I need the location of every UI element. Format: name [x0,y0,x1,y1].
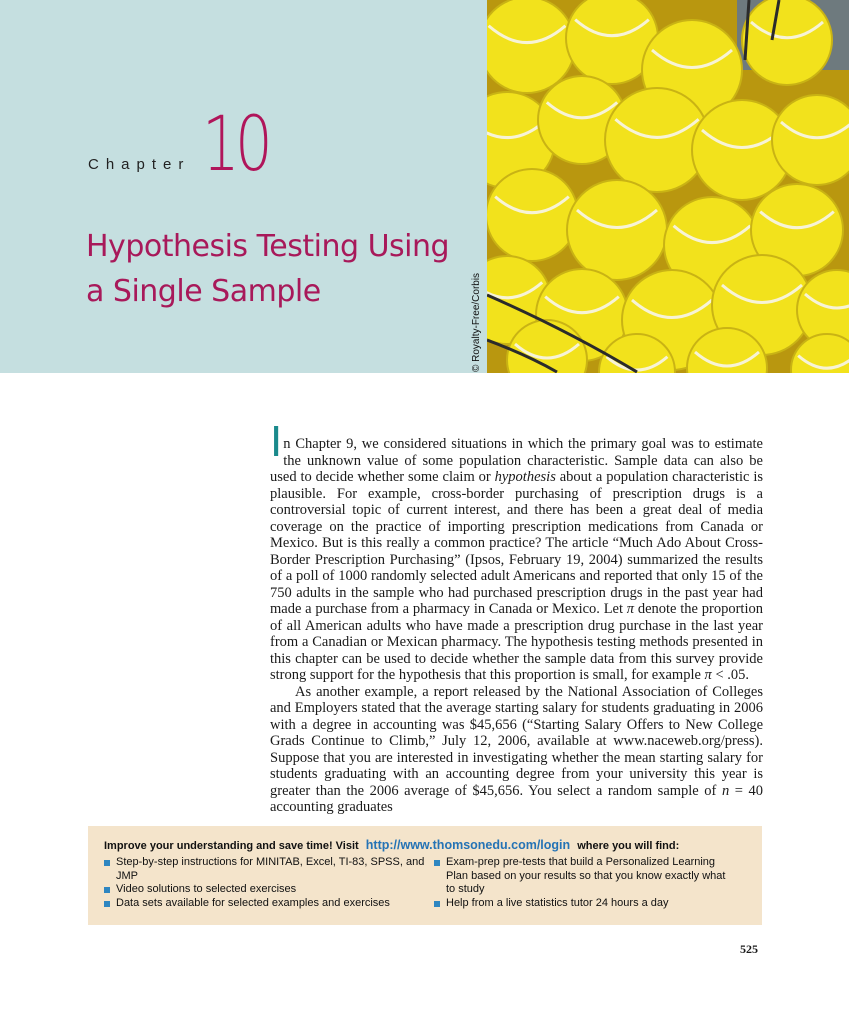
paragraph-2 [270,684,763,816]
resource-link[interactable]: http://www.thomsonedu.com/login [365,838,571,852]
callout-list-right [434,856,734,910]
tennis-balls-illustration [487,0,849,373]
list-item: Step-by-step instructions for MINITAB, Excel, TI-83, SPSS, and JMP [104,856,434,883]
list-item: Data sets available for selected examples and exercises [104,897,434,911]
callout-tail: where you will find: [577,840,680,852]
chapter-title [86,224,466,314]
p1-emphasis: hypothesis [494,469,556,485]
p2-text-a: As another example, a report released by the National Association of Colleges and Employers stated that the average starting salary for students graduating in 2006 with a degree in accounting was $45,656 (“Starting Salary Offers to New College Grads Continue to Climb,” July 12, 2006, available at www.naceweb.org/press). Suppose that you are interested in investigating whether the mean starting salary for students graduating with an accounting degree from your university this year is greater than the 2006 average of $45,656. You select a random sample of [270,683,763,799]
chapter-title-line2: a Single Sample [86,274,321,309]
callout-columns [104,856,746,910]
pi-symbol: π [704,667,712,683]
callout-heading [104,838,746,852]
list-item: Exam-prep pre-tests that build a Personalized Learning Plan based on your results so that you know exactly what to study [434,856,734,897]
n-variable: n [721,782,730,799]
chapter-intro-text [270,417,763,816]
p1-text-c: denote the proportion of all American adults who have made a prescription drug purchase in the last year from a Canadian or Mexican pharmacy. The hypothesis testing methods presented in this chapter can be used to decide whether the sample data from this survey provide strong support for the hypothesis that this proportion is small, for example [270,601,763,683]
callout-lead: Improve your understanding and save time! Visit [104,840,359,852]
drop-cap: I [270,417,283,466]
chapter-label: Chapter [88,156,191,173]
p2-text-b: = 40 accounting graduates [270,782,763,815]
paragraph-1 [270,417,763,684]
chapter-header-panel [0,0,487,373]
p1-text-b: about a population characteristic is plausible. For example, cross-border purchasing of prescription drugs is a controversial topic of current interest, and there has been a great deal of media coverage on the practice of importing prescription medications from Canada or Mexico. But is this really a common practice? The article “Much Ado About Cross-Border Prescription Purchasing” (Ipsos, February 19, 2004) summarized the results of a poll of 1000 randomly selected adult Americans and reported that only 15 of the 750 adults in the sample who had purchased prescription drugs in the past year had made a purchase from a pharmacy in Canada or Mexico. Let [270,469,763,617]
callout-list-left [104,856,434,910]
p1-text-a: n Chapter 9, we considered situations in which the primary goal was to estimate the unknown value of some population characteristic. Sample data can also be used to decide whether some claim or [270,436,763,485]
chapter-title-line1: Hypothesis Testing Using [86,229,450,264]
chapter-number: 10 [202,99,269,188]
tennis-balls-photo [487,0,849,373]
list-item: Video solutions to selected exercises [104,883,434,897]
pi-symbol: π [626,601,635,617]
p1-text-d: < .05. [711,667,749,683]
online-resources-callout [88,826,762,925]
photo-credit: © Royalty-Free/Corbis [471,272,482,372]
list-item: Help from a live statistics tutor 24 hours a day [434,897,734,911]
page-number: 525 [740,942,758,956]
